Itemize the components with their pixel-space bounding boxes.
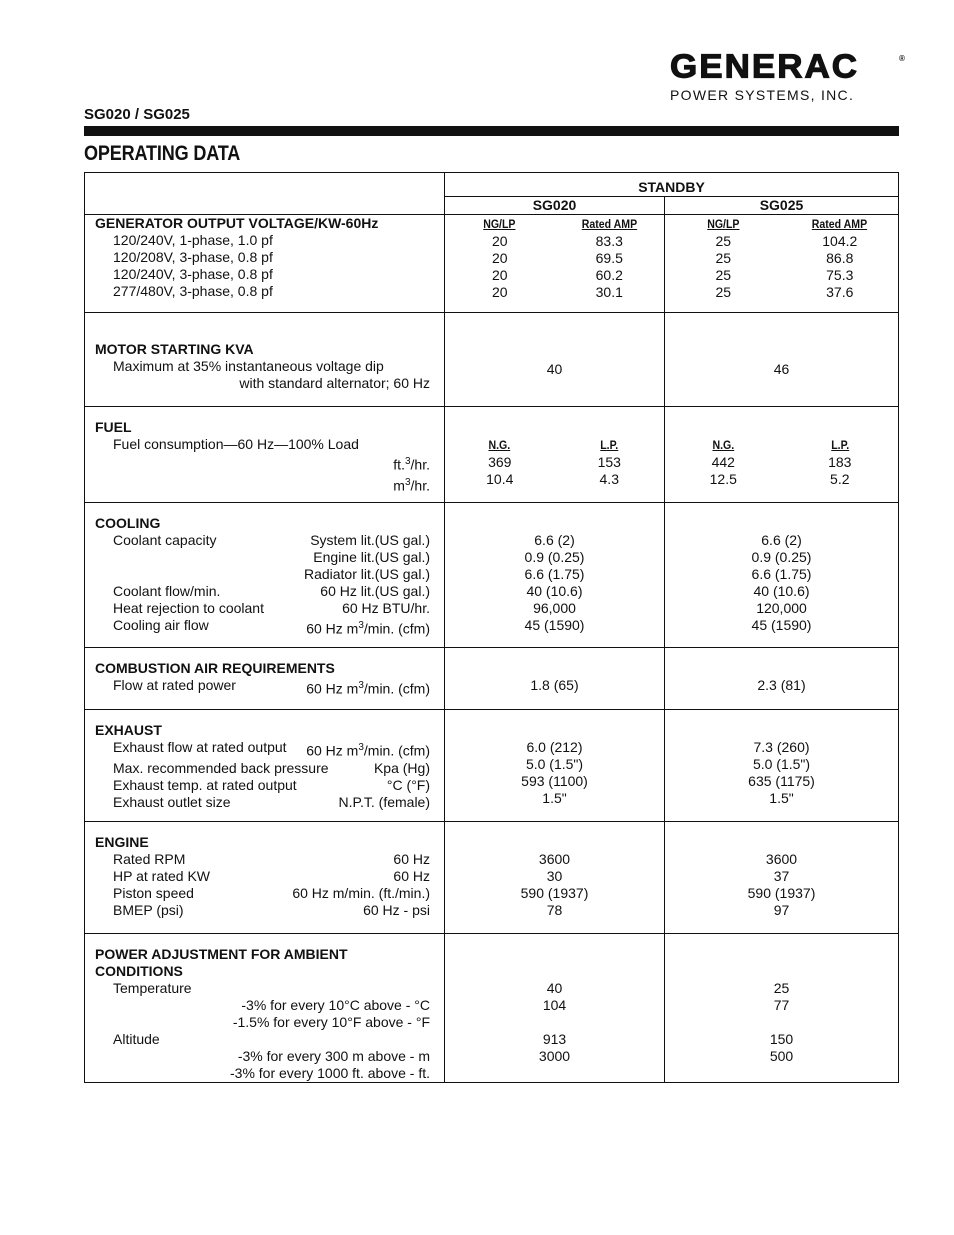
value: 6.6 (1.75) [524, 566, 585, 582]
section-title: FUEL [95, 419, 132, 435]
column-header: Rated AMP [812, 217, 868, 231]
unit-label: 60 Hz lit.(US gal.) [320, 583, 430, 599]
power-adjustment-sg020 [445, 934, 665, 1083]
motor-starting-sg020 [445, 313, 665, 407]
fuel-sg020 [445, 407, 665, 503]
value: 86.8 [826, 250, 854, 266]
value: 635 (1175) [748, 773, 815, 789]
unit-label: °C (°F) [386, 776, 430, 793]
cooling-sg025 [665, 503, 899, 648]
generator-output-sg025 [665, 215, 899, 313]
derate-label: -3% for every 300 m above - m [237, 1048, 430, 1064]
value: 6.0 (212) [526, 739, 583, 755]
value: 30 [546, 868, 563, 884]
value: 40 [546, 980, 563, 996]
value: 153 [597, 454, 621, 470]
unit-label: 60 Hz [393, 851, 430, 867]
registered-mark: ® [899, 54, 905, 63]
row-label: Piston speed [113, 885, 194, 901]
value: 25 [773, 980, 790, 996]
row-label: Rated RPM [113, 851, 186, 867]
section-exhaust [85, 710, 899, 822]
column-header: NG/LP [707, 217, 740, 231]
exhaust-sg020 [445, 710, 665, 822]
altitude-label: Altitude [113, 1031, 160, 1047]
operating-data-table [84, 172, 899, 1083]
combustion-sg020 [445, 648, 665, 710]
value: 5.2 [830, 471, 850, 487]
row-label: HP at rated KW [113, 868, 211, 884]
value: 37 [773, 868, 790, 884]
power-adjustment-labels [85, 934, 445, 1083]
motor-starting-labels [85, 313, 445, 407]
model-header-sg025: SG025 [665, 197, 899, 215]
value: 30.1 [595, 284, 623, 300]
header-row-standby [85, 173, 899, 197]
section-title: GENERATOR OUTPUT VOLTAGE/KW-60Hz [95, 215, 379, 231]
row-label: Coolant flow/min. [113, 583, 221, 599]
fuel-sg025 [665, 407, 899, 503]
value: 104.2 [822, 233, 858, 249]
row-label: BMEP (psi) [113, 902, 184, 918]
column-header: NG/LP [483, 217, 516, 231]
generator-output-sg020 [445, 215, 665, 313]
value: 40 [546, 361, 563, 377]
section-title: ENGINE [95, 834, 149, 850]
value: 3600 [765, 851, 798, 867]
value: 4.3 [599, 471, 619, 487]
column-header: Rated AMP [581, 217, 637, 231]
generac-logo [670, 50, 905, 102]
motor-condition: with standard alternator; 60 Hz [239, 375, 430, 391]
combustion-sg025 [665, 648, 899, 710]
value: 500 [769, 1048, 794, 1064]
value: 590 (1937) [747, 885, 816, 901]
value: 45 (1590) [751, 617, 812, 633]
derate-label: -1.5% for every 10°F above - °F [232, 1014, 430, 1030]
fuel-description: Fuel consumption—60 Hz—100% Load [113, 436, 359, 452]
value: 1.8 (65) [530, 677, 579, 693]
section-title: COOLING [95, 515, 161, 531]
header-blank-cell [85, 173, 445, 215]
value: 77 [773, 997, 790, 1013]
engine-sg020 [445, 822, 665, 934]
value: 2.3 (81) [757, 677, 806, 693]
derate-label: -3% for every 1000 ft. above - ft. [230, 1065, 430, 1081]
value: 369 [488, 454, 512, 470]
value: 20 [491, 284, 508, 300]
value: 83.3 [595, 233, 623, 249]
power-adjustment-sg025 [665, 934, 899, 1083]
row-label: Exhaust temp. at rated output [113, 776, 297, 793]
section-title: COMBUSTION AIR REQUIREMENTS [95, 660, 335, 676]
section-fuel [85, 407, 899, 503]
unit-label: 60 Hz $m^3/\min$. (cfm) [306, 620, 430, 637]
section-cooling [85, 503, 899, 648]
value: 183 [828, 454, 852, 470]
header-rule [84, 126, 899, 136]
value: 40 (10.6) [753, 583, 810, 599]
value: 3600 [538, 851, 571, 867]
value: 96,000 [533, 600, 576, 616]
voltage-label: 120/240V, 1-phase, 1.0 pf [113, 232, 273, 248]
value: 10.4 [486, 471, 514, 487]
value: 6.6 (1.75) [751, 566, 812, 582]
section-title: MOTOR STARTING KVA [95, 341, 254, 357]
section-engine [85, 822, 899, 934]
value: 25 [715, 250, 732, 266]
value: 69.5 [595, 250, 623, 266]
fuel-labels [85, 407, 445, 503]
model-header-sg020: SG020 [445, 197, 665, 215]
value: 46 [773, 361, 790, 377]
unit-label: 60 Hz [393, 868, 430, 884]
value: 1.5" [542, 790, 567, 806]
page-title: OPERATING DATA [84, 142, 241, 165]
value: 25 [715, 267, 732, 283]
voltage-label: 120/240V, 3-phase, 0.8 pf [113, 266, 273, 282]
unit-label: ft.$^3$/hr. [393, 456, 430, 473]
value: 442 [711, 454, 735, 470]
cooling-labels [85, 503, 445, 648]
column-header: N.G. [488, 438, 511, 452]
section-combustion-air [85, 648, 899, 710]
value: 5.0 (1.5") [525, 756, 584, 772]
value: 6.6 (2) [761, 532, 802, 548]
section-power-adjustment [85, 934, 899, 1083]
standby-header: STANDBY [445, 173, 899, 197]
value: 0.9 (0.25) [524, 549, 585, 565]
unit-label: 60 Hz $m^3/\min$. (cfm) [306, 680, 430, 697]
logo-brand: GENERAC [670, 48, 860, 86]
generator-output-labels [85, 215, 445, 313]
value: 6.6 (2) [534, 532, 575, 548]
exhaust-labels [85, 710, 445, 822]
cooling-sg020 [445, 503, 665, 648]
section-title: EXHAUST [95, 722, 162, 738]
combustion-labels [85, 648, 445, 710]
value: 25 [715, 284, 732, 300]
unit-label: Radiator lit.(US gal.) [303, 566, 430, 582]
value: 60.2 [595, 267, 623, 283]
value: 20 [491, 233, 508, 249]
value: 20 [491, 250, 508, 266]
temperature-label: Temperature [113, 980, 192, 996]
value: 7.3 (260) [753, 739, 810, 755]
unit-label: 60 Hz $m^3/\min$. (cfm) [306, 742, 430, 759]
unit-label: Engine lit.(US gal.) [313, 549, 430, 565]
unit-label: Kpa (Hg) [373, 759, 430, 776]
section-generator-output [85, 215, 899, 313]
value: 150 [769, 1031, 794, 1047]
derate-label: -3% for every 10°C above - °C [241, 997, 430, 1013]
column-header: L.P. [600, 438, 619, 452]
engine-sg025 [665, 822, 899, 934]
row-label: Max. recommended back pressure [113, 759, 329, 776]
unit-label: 60 Hz m/min. (ft./min.) [292, 885, 430, 901]
voltage-label: 277/480V, 3-phase, 0.8 pf [113, 283, 273, 299]
engine-labels [85, 822, 445, 934]
column-header: N.G. [712, 438, 735, 452]
row-label: Exhaust outlet size [113, 793, 231, 810]
value: 97 [773, 902, 790, 918]
row-label: Coolant capacity [113, 532, 217, 548]
section-title: POWER ADJUSTMENT FOR AMBIENT CONDITIONS [95, 946, 348, 979]
model-number: SG020 / SG025 [84, 106, 190, 123]
unit-label: $m^3/hr$. [393, 476, 430, 494]
row-label: Heat rejection to coolant [113, 600, 264, 616]
unit-label: 60 Hz - psi [363, 902, 430, 918]
voltage-label: 120/208V, 3-phase, 0.8 pf [113, 249, 273, 265]
row-label: Exhaust flow at rated output [113, 739, 287, 755]
value: 45 (1590) [524, 617, 585, 633]
value: 40 (10.6) [526, 583, 583, 599]
motor-starting-sg025 [665, 313, 899, 407]
logo-subtitle: POWER SYSTEMS, INC. [670, 87, 855, 103]
value: 12.5 [709, 471, 737, 487]
value: 75.3 [826, 267, 854, 283]
value: 25 [715, 233, 732, 249]
value: 104 [542, 997, 567, 1013]
value: 3000 [538, 1048, 571, 1064]
section-motor-starting [85, 313, 899, 407]
value: 20 [491, 267, 508, 283]
value: 5.0 (1.5") [752, 756, 811, 772]
value: 1.5" [769, 790, 794, 806]
value: 913 [542, 1031, 567, 1047]
value: 78 [546, 902, 563, 918]
unit-label: 60 Hz BTU/hr. [342, 600, 430, 616]
exhaust-sg025 [665, 710, 899, 822]
row-label: Cooling air flow [113, 617, 209, 633]
unit-label: N.P.T. (female) [338, 793, 430, 810]
row-label: Flow at rated power [113, 677, 236, 693]
unit-label: System lit.(US gal.) [310, 532, 430, 548]
value: 593 (1100) [521, 773, 588, 789]
column-header: L.P. [830, 438, 849, 452]
value: 120,000 [756, 600, 807, 616]
motor-description: Maximum at 35% instantaneous voltage dip [113, 358, 384, 374]
value: 0.9 (0.25) [751, 549, 812, 565]
value: 590 (1937) [520, 885, 589, 901]
value: 37.6 [826, 284, 854, 300]
